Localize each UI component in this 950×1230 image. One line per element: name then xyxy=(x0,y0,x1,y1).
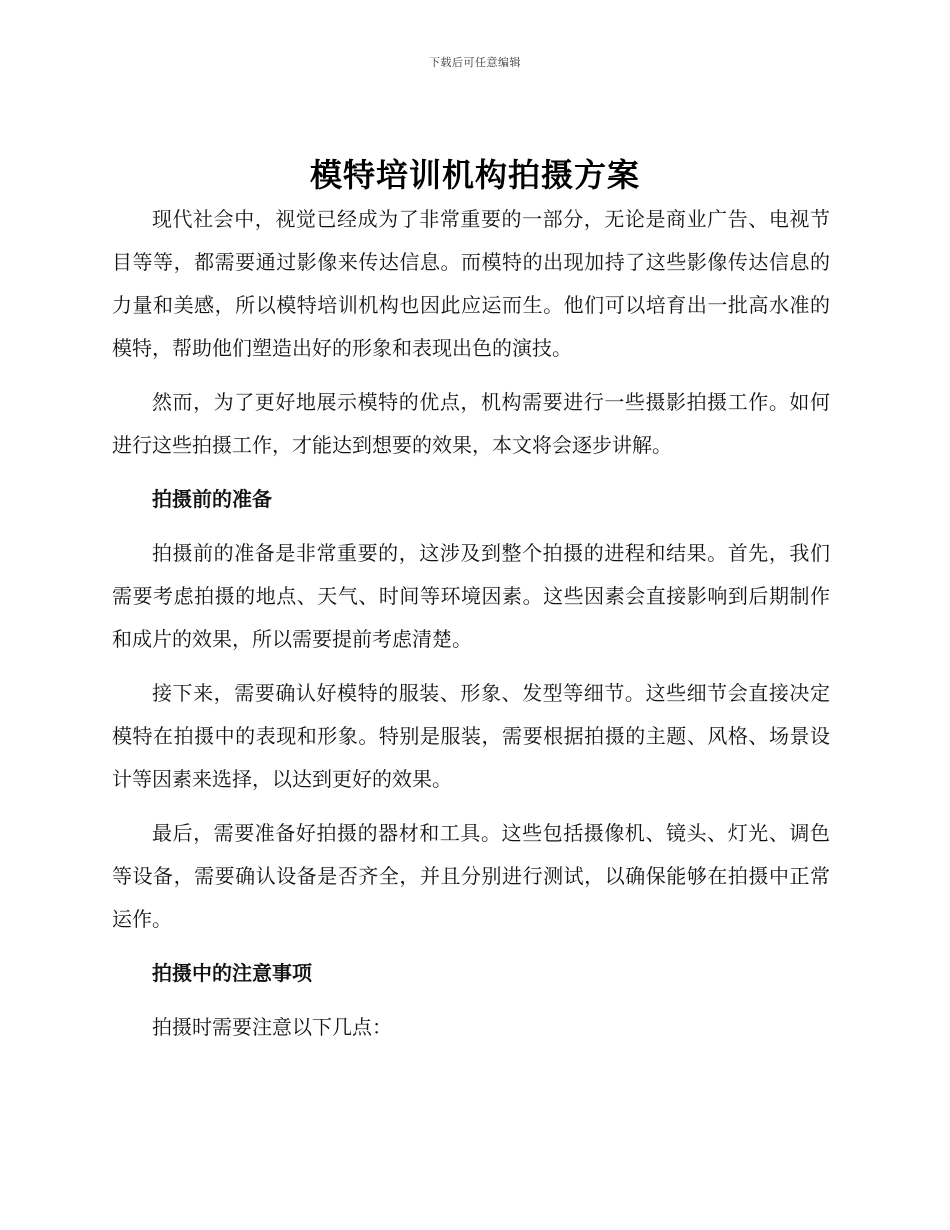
paragraph-equipment: 最后，需要准备好拍摄的器材和工具。这些包括摄像机、镜头、灯光、调色等设备，需要确认设备是否齐全，并且分别进行测试，以确保能够在拍摄中正常运作。 xyxy=(112,821,830,931)
paragraph-intro: 现代社会中，视觉已经成为了非常重要的一部分，无论是商业广告、电视节目等等，都需要通过影像来传达信息。而模特的出现加持了这些影像传达信息的力量和美感，所以模特培训机构也因此应运而生。他们可以培育出一批高水准的模特，帮助他们塑造出好的形象和表现出色的演技。 xyxy=(112,207,830,360)
paragraph-purpose: 然而，为了更好地展示模特的优点，机构需要进行一些摄影拍摄工作。如何进行这些拍摄工作，才能达到想要的效果，本文将会逐步讲解。 xyxy=(112,390,830,457)
paragraph-environment: 拍摄前的准备是非常重要的，这涉及到整个拍摄的进程和结果。首先，我们需要考虑拍摄的地点、天气、时间等环境因素。这些因素会直接影响到后期制作和成片的效果，所以需要提前考虑清楚。 xyxy=(112,541,830,651)
header-note: 下载后可任意编辑 xyxy=(429,56,521,69)
paragraph-styling: 接下来，需要确认好模特的服装、形象、发型等细节。这些细节会直接决定模特在拍摄中的表现和形象。特别是服装，需要根据拍摄的主题、风格、场景设计等因素来选择，以达到更好的效果。 xyxy=(112,681,830,791)
section-heading-shooting-notes: 拍摄中的注意事项 xyxy=(152,961,312,985)
document-title: 模特培训机构拍摄方案 xyxy=(309,156,640,194)
document-body xyxy=(112,198,830,1060)
section-heading-preparation: 拍摄前的准备 xyxy=(152,487,272,511)
paragraph-notes-intro: 拍摄时需要注意以下几点： xyxy=(152,1015,392,1039)
